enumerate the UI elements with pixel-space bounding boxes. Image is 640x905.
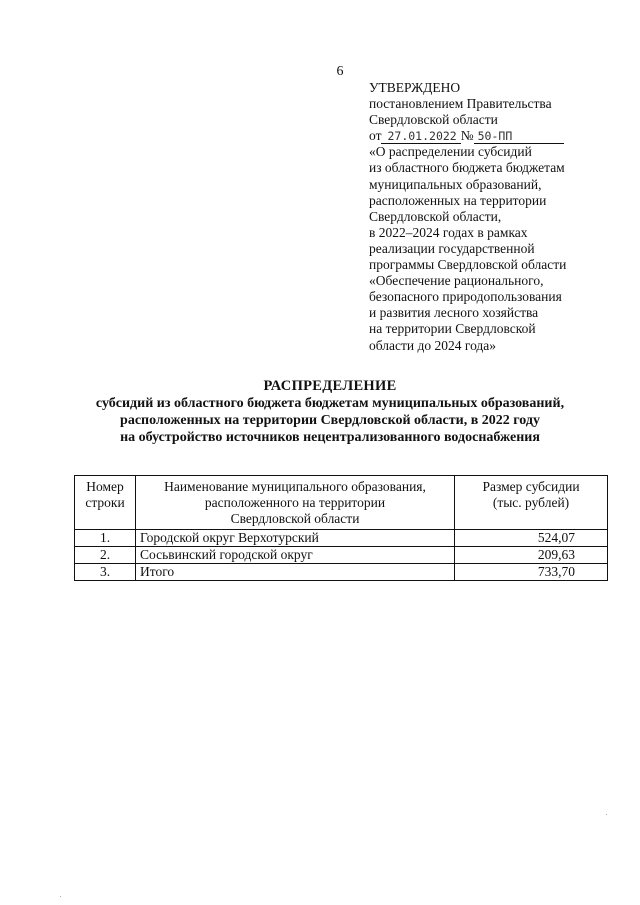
- decree-title-line: «Обеспечение рационального,: [369, 273, 544, 289]
- header-number: [75, 476, 136, 530]
- decree-title-line: реализации государственной: [369, 240, 535, 256]
- row-number: 2.: [75, 547, 136, 564]
- table-row: [75, 547, 608, 564]
- approval-line: Свердловской области: [369, 112, 498, 128]
- approval-line: УТВЕРЖДЕНО: [369, 80, 461, 95]
- document-title: РАСПРЕДЕЛЕНИЕ: [263, 378, 397, 394]
- page-number: 6: [336, 64, 344, 79]
- row-amount: 524,07: [455, 530, 608, 547]
- approval-date: 27.01.2022: [381, 130, 460, 144]
- table-header-row: [75, 476, 608, 530]
- header-amount-line: Размер субсидии: [482, 479, 580, 494]
- subsidy-table: [74, 475, 608, 581]
- approval-date-line: [369, 128, 609, 144]
- row-municipality: Сосьвинский городской округ: [136, 547, 455, 564]
- row-number: 3.: [75, 564, 136, 581]
- decree-title-line: Свердловской области,: [369, 208, 502, 224]
- document-heading: [50, 378, 610, 446]
- header-name-line: расположенного на территории: [204, 495, 386, 510]
- row-number: 1.: [75, 530, 136, 547]
- table-row: [75, 530, 608, 547]
- decree-title-line: на территории Свердловской: [369, 321, 536, 337]
- header-name: [136, 476, 455, 530]
- header-name-line: Наименование муниципального образования,: [164, 479, 426, 494]
- decree-title-line: и развития лесного хозяйства: [369, 305, 539, 321]
- decree-title-line: области до 2024 года»: [369, 337, 497, 353]
- document-subtitle-line: субсидий из областного бюджета бюджетам муниципальных образований,: [95, 396, 565, 411]
- row-municipality: Городской округ Верхотурский: [136, 530, 455, 547]
- header-name-line: Свердловской области: [230, 511, 360, 526]
- number-prefix: №: [460, 128, 474, 144]
- decree-title-line: из областного бюджета бюджетам: [369, 160, 565, 176]
- header-amount: [455, 476, 608, 530]
- date-prefix: от: [369, 128, 382, 144]
- row-amount: 733,70: [455, 564, 608, 581]
- scan-speck: [606, 814, 607, 815]
- decree-title-line: безопасного природопользования: [369, 289, 562, 305]
- header-number-line: Номер: [86, 479, 124, 494]
- header-amount-line: (тыс. рублей): [492, 495, 570, 510]
- decree-title-line: расположенных на территории: [369, 192, 547, 208]
- approval-line: постановлением Правительства: [369, 96, 552, 112]
- row-municipality: Итого: [136, 564, 455, 581]
- table-row-total: [75, 564, 608, 581]
- approval-block: [369, 80, 609, 354]
- decree-title-line: муниципальных образований,: [369, 176, 542, 192]
- decree-title-line: программы Свердловской области: [369, 257, 567, 273]
- header-number-line: строки: [85, 495, 125, 510]
- scan-speck: [60, 896, 61, 897]
- document-subtitle-line: расположенных на территории Свердловской области, в 2022 году: [120, 413, 540, 428]
- decree-title-line: «О распределении субсидий: [369, 144, 532, 160]
- document-subtitle-line: на обустройство источников нецентрализованного водоснабжения: [120, 430, 540, 445]
- decree-title-line: в 2022–2024 годах в рамках: [369, 224, 528, 240]
- row-amount: 209,63: [455, 547, 608, 564]
- approval-number: 50-ПП: [474, 130, 564, 144]
